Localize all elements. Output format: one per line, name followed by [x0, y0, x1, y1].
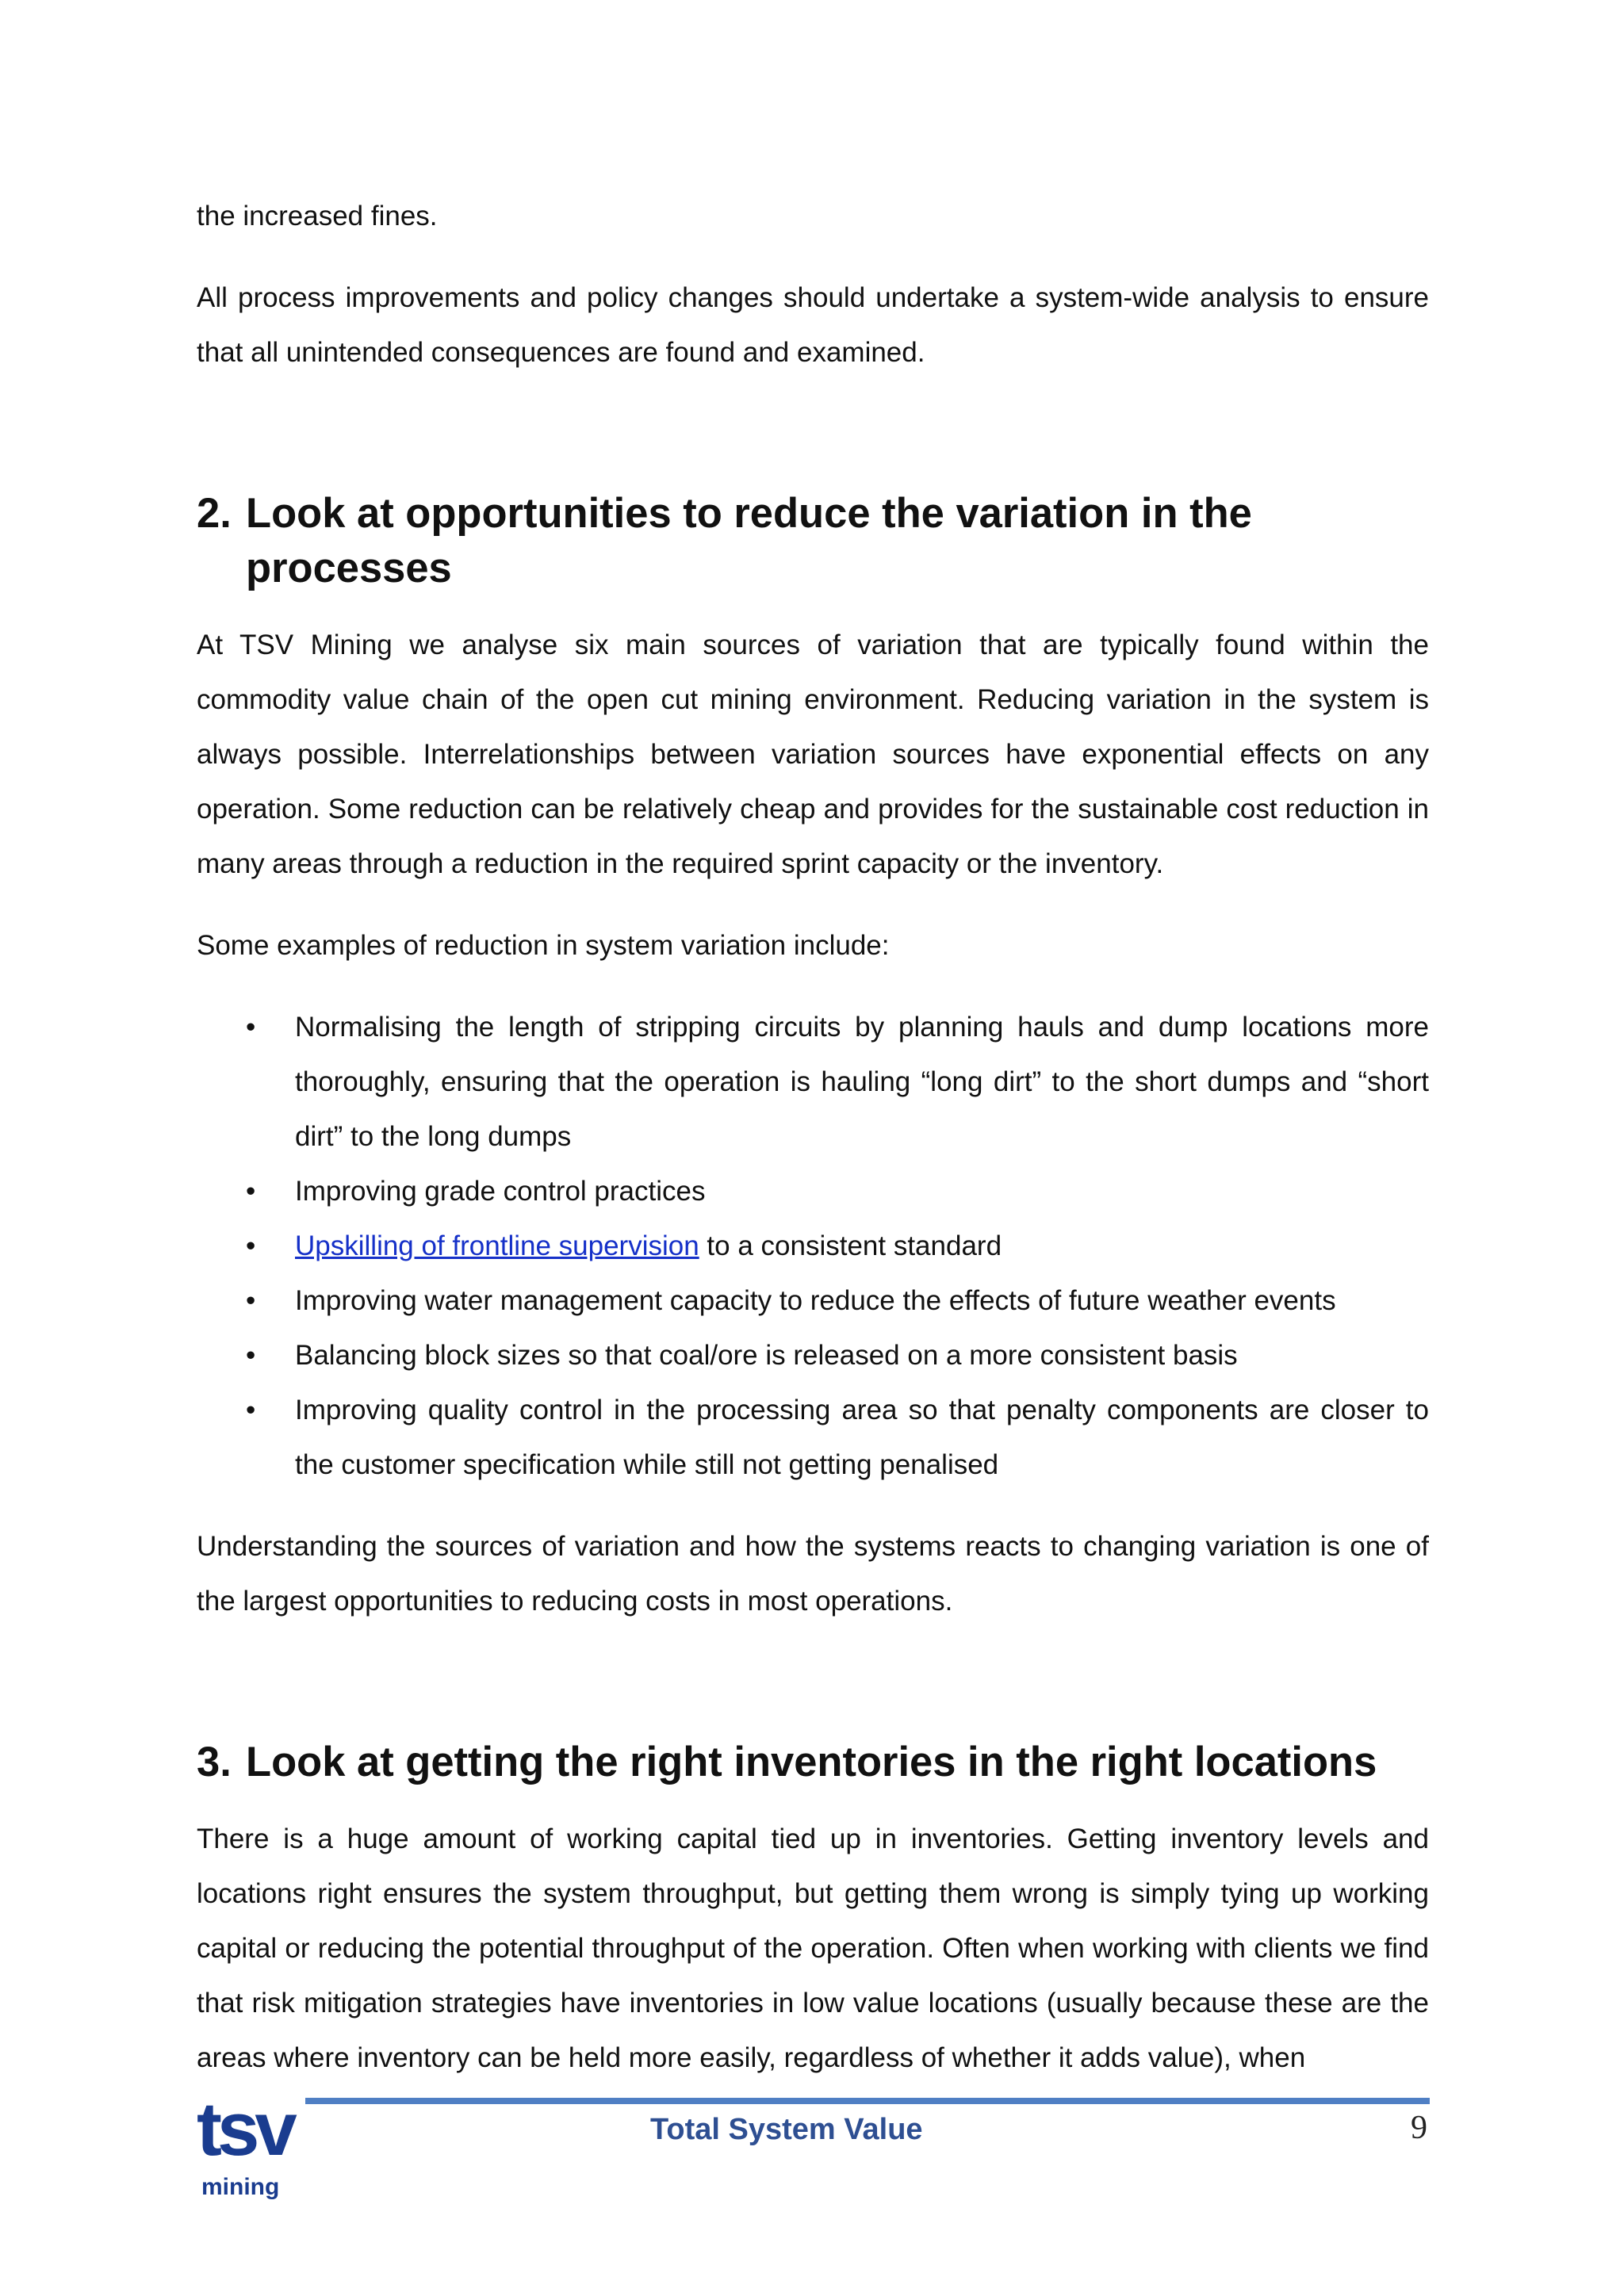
frontline-supervision-link[interactable]: Upskilling of frontline supervision: [295, 1230, 699, 1261]
logo-wordmark: tsv: [197, 2087, 293, 2172]
bullet-icon: •: [246, 1340, 256, 1371]
tsv-mining-logo: [197, 2087, 309, 2205]
list-item: [197, 1164, 1429, 1219]
section-heading-3: [197, 1735, 1429, 1789]
paragraph: the increased fines.: [197, 201, 438, 232]
list-item-text: Improving quality control in the processing area so that penalty components are closer to the customer specification while still not getting penalised: [295, 1395, 1429, 1480]
document-body: [197, 189, 1429, 2085]
list-item-text: to a consistent standard: [699, 1230, 1002, 1261]
footer-title: Total System Value: [650, 2113, 923, 2146]
footer-divider: [305, 2098, 1430, 2104]
bullet-icon: •: [246, 1230, 256, 1261]
list-item: [197, 1328, 1429, 1383]
section-number: 3.: [197, 1739, 232, 1785]
bullet-list: [197, 1000, 1429, 1492]
paragraph: Understanding the sources of variation and how the systems reacts to changing variation is one of the largest opportunities to reducing costs in most operations.: [197, 1531, 1429, 1617]
list-item-text: Normalising the length of stripping circuits by planning hauls and dump locations more thoroughly, ensuring that the operation is hauling “long dirt” to the short dumps and “short dirt” to the long dumps: [295, 1012, 1429, 1152]
bullet-icon: •: [246, 1012, 256, 1043]
list-item: [197, 1000, 1429, 1164]
list-item: [197, 1383, 1429, 1492]
logo-subtitle: mining: [201, 2174, 280, 2200]
list-item-text: Improving grade control practices: [295, 1176, 706, 1207]
list-item: [197, 1219, 1429, 1273]
section-heading-2: [197, 486, 1429, 595]
bullet-icon: •: [246, 1395, 256, 1425]
list-item: [197, 1273, 1429, 1328]
paragraph: At TSV Mining we analyse six main sources of variation that are typically found within the commodity value chain of the open cut mining environment. Reducing variation in the system is always possible. Interrelationships between variation sources have exponential effects on any operation. Some reduction can be relatively cheap and provides for the sustainable cost reduction in many areas through a reduction in the required sprint capacity or the inventory.: [197, 629, 1429, 879]
section-number: 2.: [197, 490, 232, 537]
paragraph: All process improvements and policy changes should undertake a system-wide analysis to ensure that all unintended consequences are found and examined.: [197, 282, 1429, 368]
list-item-text: Balancing block sizes so that coal/ore is released on a more consistent basis: [295, 1340, 1238, 1371]
list-item-text: Improving water management capacity to reduce the effects of future weather events: [295, 1285, 1336, 1316]
paragraph: Some examples of reduction in system variation include:: [197, 930, 890, 961]
page-number: 9: [1411, 2110, 1427, 2146]
bullet-icon: •: [246, 1176, 256, 1207]
paragraph: There is a huge amount of working capital tied up in inventories. Getting inventory levels and locations right ensures the system throughput, but getting them wrong is simply tying up working capital or reducing the potential throughput of the operation. Often when working with clients we find that risk mitigation strategies have inventories in low value locations (usually because these are the areas where inventory can be held more easily, regardless of whether it adds value), when: [197, 1823, 1429, 2073]
section-title: Look at getting the right inventories in the right locations: [246, 1739, 1377, 1785]
bullet-icon: •: [246, 1285, 256, 1316]
section-title: Look at opportunities to reduce the variation in the processes: [246, 490, 1252, 591]
